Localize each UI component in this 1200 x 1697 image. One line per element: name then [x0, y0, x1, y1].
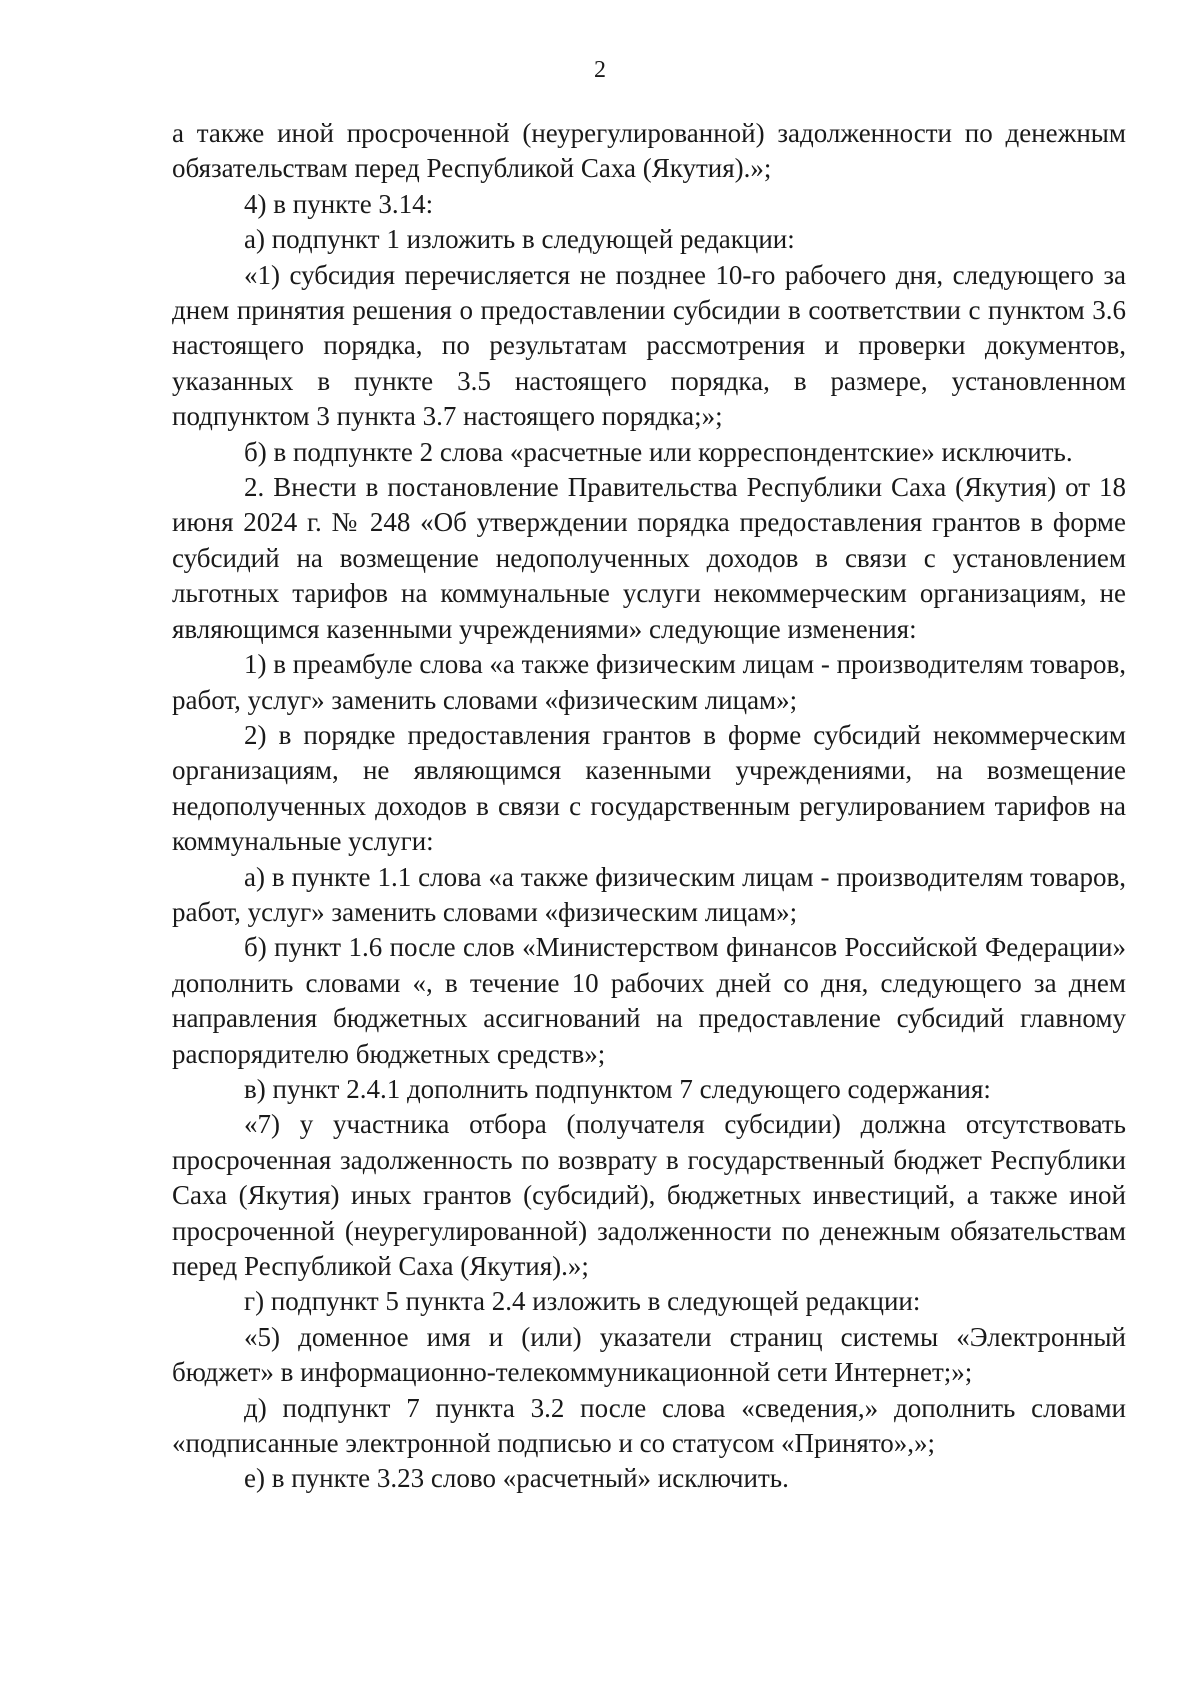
- paragraph-procedure-change: 2) в порядке предоставления грантов в форме субсидий некоммерческим организациям, не являющимся казенными учреждениями, на возмещение недополученных доходов в связи с государственным регулированием тарифов на коммунальные услуги:: [172, 719, 1126, 857]
- paragraph-quoted-subsidy-1: «1) субсидия перечисляется не позднее 10-го рабочего дня, следующего за днем принятия решения о предоставлении субсидии в соответствии с пунктом 3.6 настоящего порядка, по результатам рассмотрения и проверки документов, указанных в пункте 3.5 настоящего порядка, в размере, установленном подпунктом 3 пункта 3.7 настоящего порядка;»;: [172, 259, 1126, 432]
- paragraph-point-1-1: а) в пункте 1.1 слова «а также физическим лицам - производителям товаров, работ, услуг» заменить словами «физическим лицам»;: [172, 861, 1126, 927]
- paragraph-subitem-b: б) в подпункте 2 слова «расчетные или корреспондентские» исключить.: [244, 436, 1073, 467]
- paragraph-section-2: 2. Внести в постановление Правительства Республики Саха (Якутия) от 18 июня 2024 г. № 248 «Об утверждении порядка предоставления грантов в форме субсидий на возмещение недополученных доходов в связи с установлением льготных тарифов на коммунальные услуги некоммерческим организациям, не являющимся казенными учреждениями» следующие изменения:: [172, 472, 1126, 644]
- paragraph-point-3-23: е) в пункте 3.23 слово «расчетный» исключить.: [244, 1463, 789, 1494]
- paragraph-quoted-item-5: «5) доменное имя и (или) указатели страниц системы «Электронный бюджет» в информационно-телекоммуникационной сети Интернет;»;: [172, 1321, 1126, 1388]
- paragraph-preamble-change: 1) в преамбуле слова «а также физическим лицам - производителям товаров, работ, услуг» заменить словами «физическим лицам»;: [172, 649, 1126, 715]
- paragraph-point-3-2-sub-7: д) подпункт 7 пункта 3.2 после слова «сведения,» дополнить словами «подписанные электронной подписью и со статусом «Принято»,»;: [172, 1392, 1126, 1459]
- paragraph-point-2-4-1: в) пункт 2.4.1 дополнить подпунктом 7 следующего содержания:: [244, 1073, 991, 1104]
- page-number: 2: [594, 57, 606, 83]
- document-body: [172, 116, 1126, 1497]
- paragraph-debt-continuation: а также иной просроченной (неурегулированной) задолженности по денежным обязательствам перед Республикой Саха (Якутия).»;: [172, 118, 1126, 184]
- paragraph-item-4: 4) в пункте 3.14:: [244, 188, 434, 219]
- paragraph-point-2-4-sub-5: г) подпункт 5 пункта 2.4 изложить в следующей редакции:: [244, 1286, 921, 1317]
- paragraph-subitem-a: а) подпункт 1 изложить в следующей редакции:: [244, 224, 795, 255]
- paragraph-quoted-item-7: «7) у участника отбора (получателя субсидии) должна отсутствовать просроченная задолженность по возврату в государственный бюджет Республики Саха (Якутия) иных грантов (субсидий), бюджетных инвестиций, а также иной просроченной (неурегулированной) задолженности по денежным обязательствам перед Республикой Саха (Якутия).»;: [172, 1109, 1126, 1281]
- paragraph-point-1-6: б) пункт 1.6 после слов «Министерством финансов Российской Федерации» дополнить словами «, в течение 10 рабочих дней со дня, следующего за днем направления бюджетных ассигнований на предоставление субсидий главному распорядителю бюджетных средств»;: [172, 932, 1126, 1069]
